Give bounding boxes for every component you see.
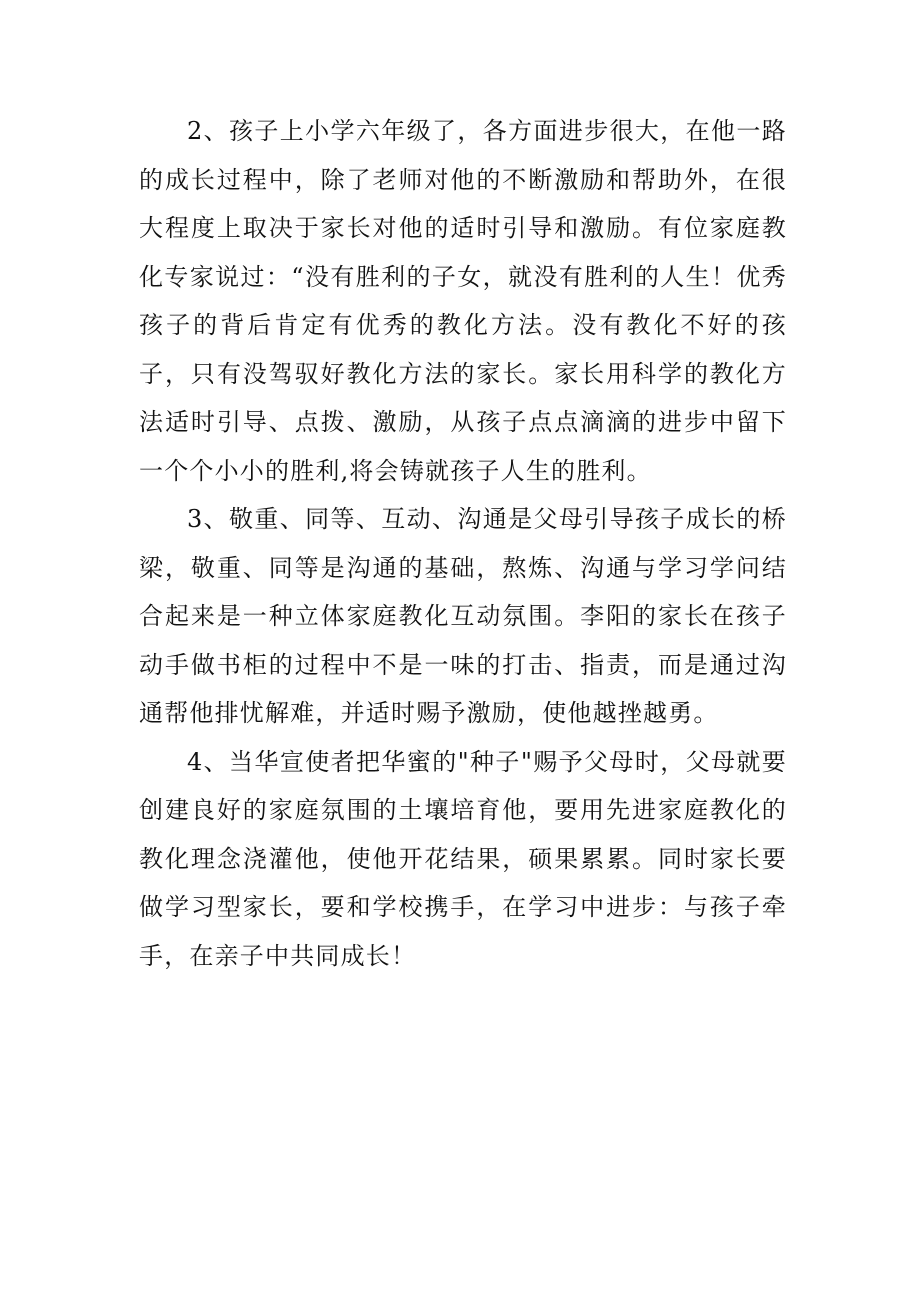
paragraph-2: 2、孩子上小学六年级了，各方面进步很大，在他一路的成长过程中，除了老师对他的不断激励和帮助外，在很大程度上取决于家长对他的适时引导和激励。有位家庭教化专家说过：“没有胜利的子女，就没有胜利的人生！优秀孩子的背后肯定有优秀的教化方法。没有教化不好的孩子，只有没驾驭好教化方法的家长。家长用科学的教化方法适时引导、点拨、激励，从孩子点点滴滴的进步中留下一个个小小的胜利,将会铸就孩子人生的胜利。	[139, 117, 787, 485]
paragraph-4: 4、当华宣使者把华蜜的"种子"赐予父母时，父母就要创建良好的家庭氛围的土壤培育他，要用先进家庭教化的教化理念浇灌他，使他开花结果，硕果累累。同时家长要做学习型家长，要和学校携手，在学习中进步：与孩子牵手，在亲子中共同成长！	[139, 747, 787, 970]
paragraph-3: 3、敬重、同等、互动、沟通是父母引导孩子成长的桥梁，敬重、同等是沟通的基础，熬炼、沟通与学习学问结合起来是一种立体家庭教化互动氛围。李阳的家长在孩子动手做书柜的过程中不是一味的打击、指责，而是通过沟通帮他排忧解难，并适时赐予激励，使他越挫越勇。	[139, 505, 787, 727]
document-body	[139, 107, 787, 980]
